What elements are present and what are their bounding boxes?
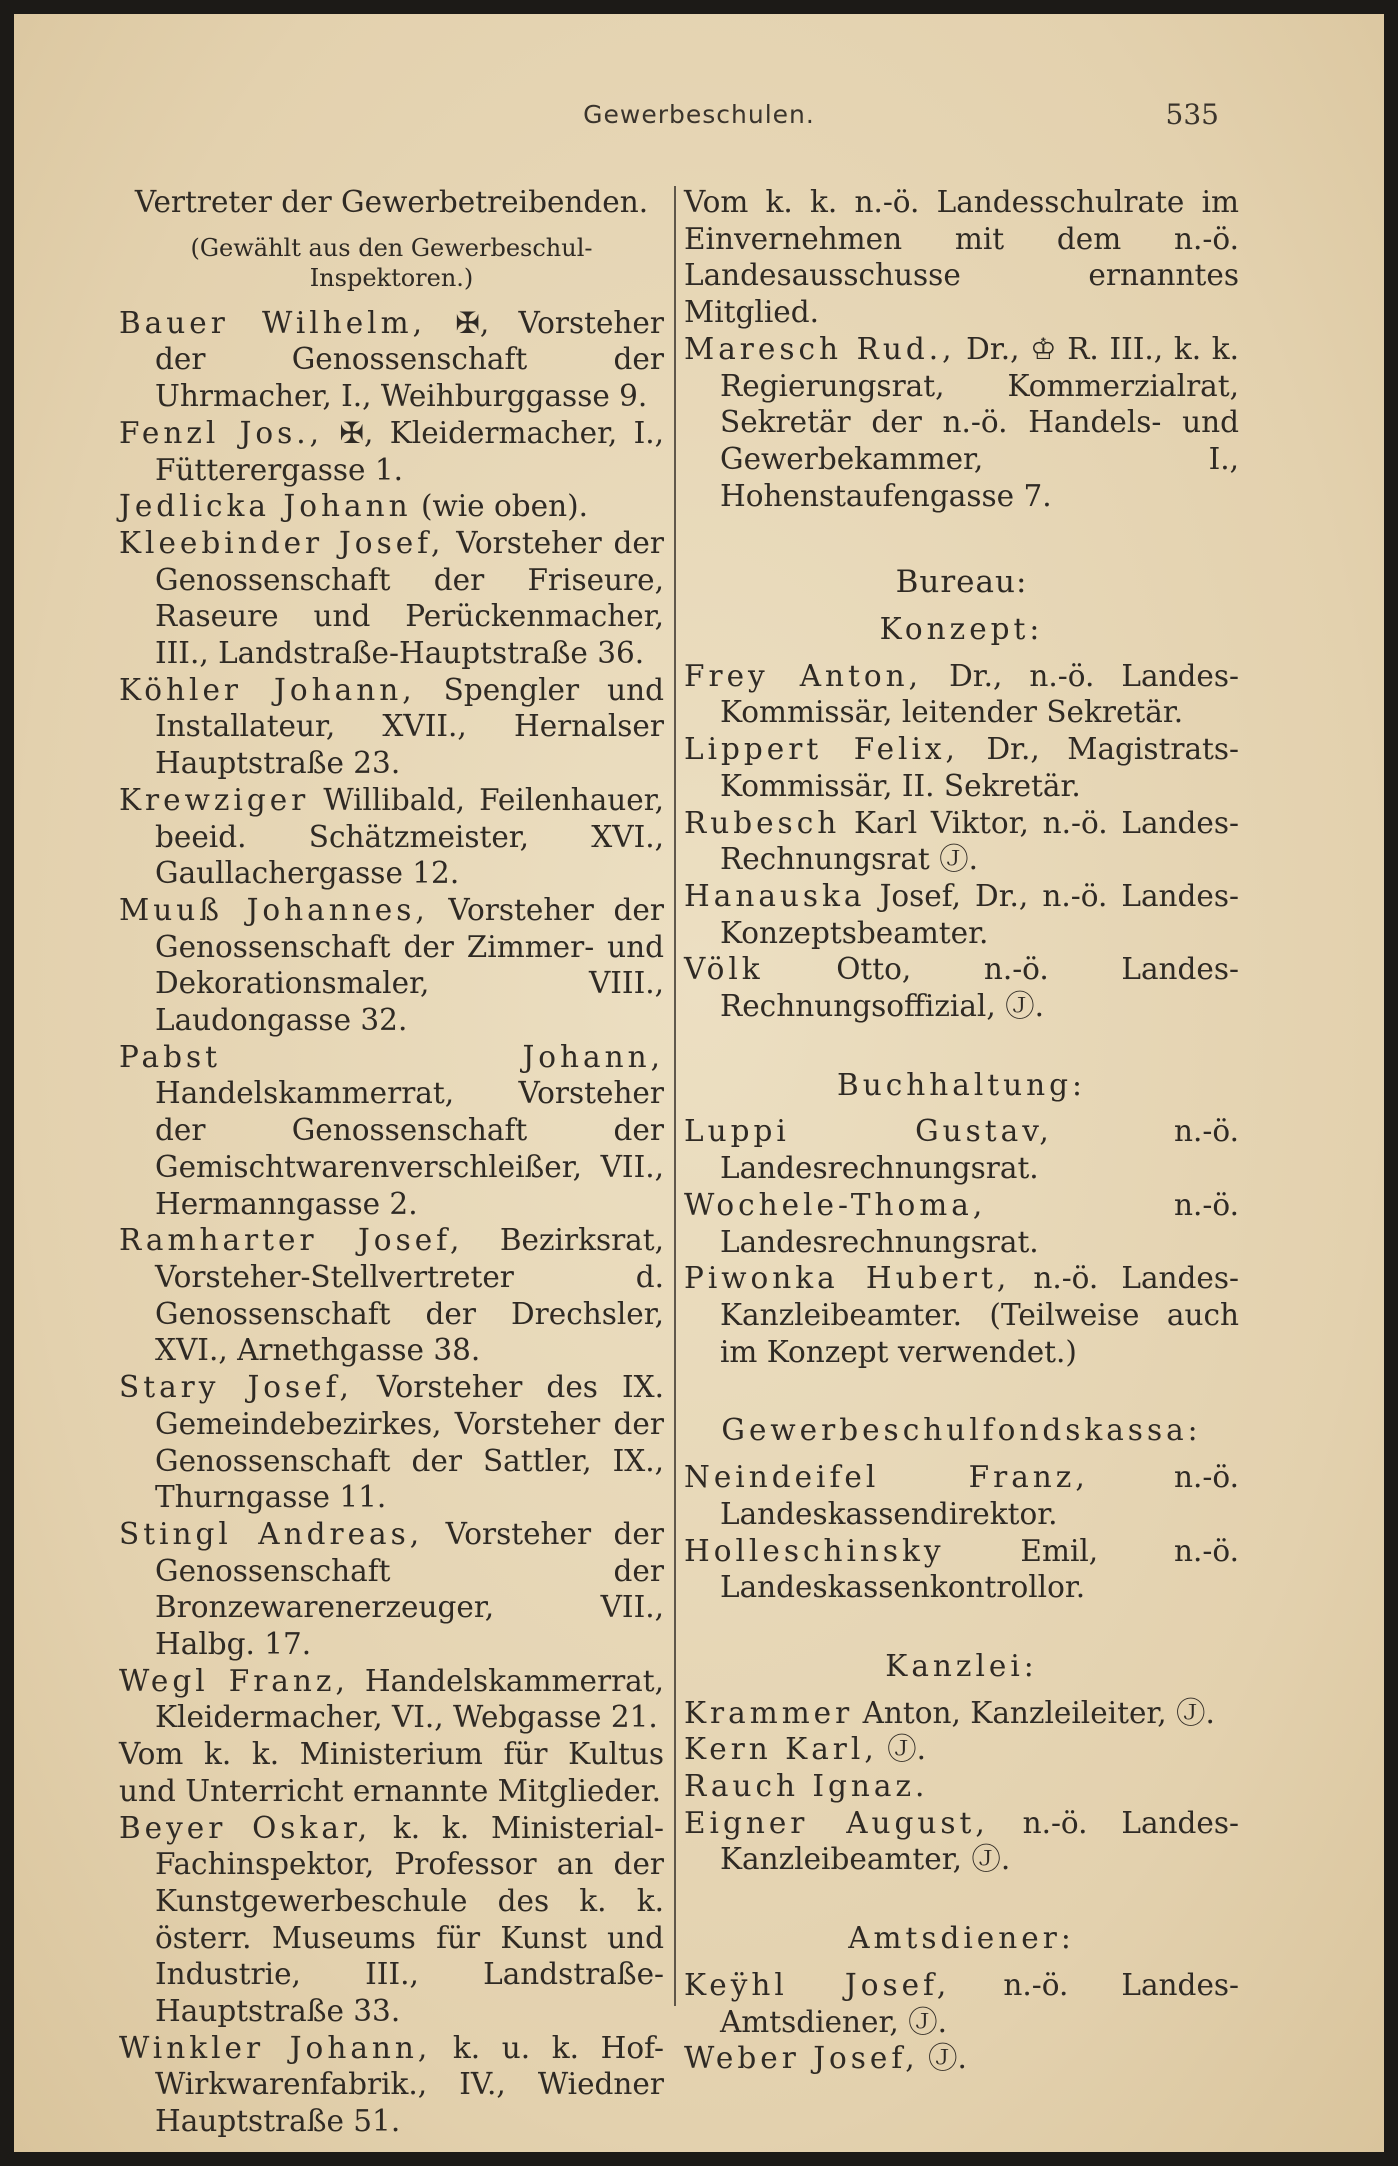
entry-details: n.-ö. Landesrechnungsrat. bbox=[720, 1114, 1240, 1186]
entry-details: Dr., ♔ R. III., k. k. Regierungsrat, Kommerzialrat, Sekretär der n.-ö. Handels- und Gewerbekammer, I., Hohenstaufengasse 7. bbox=[720, 331, 1239, 513]
entry-details: Vorsteher der Genossenschaft der Friseure, Raseure und Perückenmacher, III., Landstraße-Hauptstraße 36. bbox=[155, 525, 664, 671]
directory-entry bbox=[684, 1533, 1239, 1606]
entry-details: ✠, Vorsteher der Genossenschaft der Uhrmacher, I., Weihburggasse 9. bbox=[155, 305, 664, 414]
entry-details: Willibald, Feilenhauer, beeid. Schätzmeister, XVI., Gaullachergasse 12. bbox=[155, 782, 664, 891]
entry-list bbox=[119, 305, 664, 1736]
person-name: Hanauska bbox=[684, 878, 866, 913]
entry-details: Spengler und Installateur, XVII., Hernalser Hauptstraße 23. bbox=[155, 672, 664, 781]
entry-details: (wie oben). bbox=[411, 489, 588, 524]
entry-details: Emil, n.-ö. Landeskassenkontrollor. bbox=[720, 1533, 1239, 1605]
subsection-heading: Kanzlei: bbox=[885, 1648, 1038, 1683]
book-page bbox=[14, 14, 1384, 2152]
running-head: Gewerbeschulen. bbox=[583, 100, 815, 129]
person-name: Weber Josef, bbox=[684, 2041, 919, 2076]
directory-entry bbox=[684, 1187, 1239, 1260]
directory-entry bbox=[119, 1810, 664, 2030]
person-name: Kleebinder Josef, bbox=[119, 525, 445, 560]
person-name: Frey Anton, bbox=[684, 658, 923, 693]
entry-details: ✠, Kleidermacher, I., Fütterergasse 1. bbox=[155, 415, 664, 487]
person-name: Kern Karl, bbox=[684, 1732, 878, 1767]
directory-entry bbox=[684, 1260, 1239, 1370]
entry-details: Otto, n.-ö. Landes-Rechnungsoffizial, Ⓙ. bbox=[720, 952, 1239, 1024]
entry-details: Bezirksrat, Vorsteher-Stellvertreter d. Genossenschaft der Drechsler, XVI., Arnethgasse 38. bbox=[155, 1223, 665, 1368]
entry-details: Dr., Magistrats-Kommissär, II. Sekretär. bbox=[720, 732, 1239, 803]
directory-entry bbox=[119, 1516, 664, 1663]
person-name: Jedlicka Johann bbox=[119, 489, 412, 524]
person-name: Rubesch bbox=[684, 805, 841, 840]
entry-list bbox=[684, 658, 1239, 1025]
directory-entry bbox=[684, 1113, 1239, 1186]
entry-details: Dr., n.-ö. Landes-Kommissär, leitender Sekretär. bbox=[720, 658, 1239, 730]
person-name: Rauch Ignaz. bbox=[684, 1769, 929, 1804]
person-name: Fenzl Jos., bbox=[119, 415, 324, 450]
directory-entry bbox=[119, 488, 664, 525]
subsection-heading: Buchhaltung: bbox=[837, 1067, 1086, 1102]
entry-details: n.-ö. Landes-Kanzleibeamter, Ⓙ. bbox=[720, 1805, 1239, 1877]
directory-entry bbox=[119, 782, 664, 892]
entry-list bbox=[684, 1113, 1239, 1370]
entry-details: n.-ö. Landesrechnungsrat. bbox=[720, 1187, 1239, 1259]
entry-details: Anton, Kanzleileiter, Ⓙ. bbox=[853, 1695, 1215, 1730]
directory-entry bbox=[119, 1222, 664, 1369]
directory-entry bbox=[684, 1459, 1239, 1532]
person-name: Ramharter Josef, bbox=[119, 1223, 464, 1258]
directory-entry bbox=[684, 731, 1239, 804]
entry-details: Vorsteher der Genossenschaft der Bronzewarenerzeuger, VII., Halbg. 17. bbox=[155, 1516, 664, 1662]
person-name: Völk bbox=[684, 952, 764, 987]
person-name: Stary Josef, bbox=[119, 1370, 353, 1405]
right-column bbox=[684, 184, 1239, 2077]
entry-list bbox=[684, 1459, 1239, 1606]
entry-details: n.-ö. Landes-Amtsdiener, Ⓙ. bbox=[720, 1967, 1240, 2039]
person-name: Wegl Franz, bbox=[119, 1663, 349, 1698]
person-name: Köhler Johann, bbox=[119, 672, 416, 707]
directory-entry bbox=[684, 1805, 1239, 1878]
entry-details: Josef, Dr., n.-ö. Landes-Konzeptsbeamter. bbox=[720, 878, 1239, 950]
subsection-heading: Gewerbeschulfondskassa: bbox=[721, 1413, 1202, 1448]
entry-details: Vorsteher des IX. Gemeindebezirkes, Vorsteher der Genossenschaft der Sattler, IX., Thurngasse 11. bbox=[155, 1370, 664, 1515]
person-name: Beyer Oskar, bbox=[119, 1810, 372, 1845]
entry-details: Karl Viktor, n.-ö. Landes-Rechnungsrat Ⓙ. bbox=[720, 805, 1239, 877]
person-name: Piwonka Hubert, bbox=[684, 1261, 1011, 1296]
subsection-heading: Konzept: bbox=[879, 612, 1044, 647]
directory-entry bbox=[119, 2030, 664, 2140]
entry-list bbox=[684, 331, 1239, 515]
person-name: Maresch Rud., bbox=[684, 331, 956, 366]
person-name: Winkler Johann, bbox=[119, 2030, 432, 2065]
person-name: Eigner August, bbox=[684, 1805, 989, 1840]
directory-entry bbox=[684, 951, 1239, 1024]
directory-entry bbox=[684, 1967, 1239, 2040]
page-number: 535 bbox=[1165, 98, 1219, 131]
section-subheading: (Gewählt aus den Gewerbeschul-Inspektoren.) bbox=[190, 233, 593, 292]
left-column bbox=[119, 184, 664, 2140]
person-name: Krewziger bbox=[119, 782, 310, 817]
person-name: Holleschinsky bbox=[684, 1533, 945, 1568]
directory-entry bbox=[684, 658, 1239, 731]
directory-entry bbox=[119, 525, 664, 672]
directory-entry bbox=[119, 305, 664, 415]
directory-entry bbox=[119, 1039, 664, 1223]
person-name: Pabst Johann, bbox=[119, 1039, 664, 1074]
person-name: Stingl Andreas, bbox=[119, 1516, 424, 1551]
directory-entry bbox=[684, 331, 1239, 515]
bureau-heading: Bureau: bbox=[895, 564, 1028, 601]
entry-details: k. k. Ministerial-Fachinspektor, Professor an der Kunstgewerbeschule des k. k. österr. Museums für Kunst und Industrie, III., Landstraße-Hauptstraße 33. bbox=[155, 1810, 664, 2029]
entry-details: k. u. k. Hof-Wirkwarenfabrik., IV., Wiedner Hauptstraße 51. bbox=[155, 2030, 664, 2139]
entry-details: Handelskammerrat, Vorsteher der Genossenschaft der Gemischtwarenverschleißer, VII., Hermanngasse 2. bbox=[155, 1076, 664, 1221]
section-heading: Vertreter der Gewerbetreibenden. bbox=[134, 185, 649, 219]
entry-details: Ⓙ. bbox=[918, 2041, 967, 2076]
column-divider bbox=[674, 186, 676, 2006]
person-name: Krammer bbox=[684, 1695, 854, 1730]
entry-details: n.-ö. Landes-Kanzleibeamter. (Teilweise auch im Konzept verwendet.) bbox=[720, 1261, 1239, 1369]
directory-entry bbox=[119, 1663, 664, 1736]
section-list bbox=[684, 611, 1239, 2077]
person-name: Bauer Wilhelm, bbox=[119, 305, 426, 340]
person-name: Neindeifel Franz, bbox=[684, 1460, 1089, 1495]
directory-entry bbox=[119, 415, 664, 488]
entry-details: Vorsteher der Genossenschaft der Zimmer- und Dekorationsmaler, VIII., Laudongasse 32. bbox=[155, 892, 664, 1038]
directory-entry bbox=[684, 878, 1239, 951]
directory-entry bbox=[684, 805, 1239, 878]
person-name: Keÿhl Josef, bbox=[684, 1967, 951, 2002]
entry-details: Ⓙ. bbox=[877, 1732, 926, 1767]
person-name: Luppi Gustav, bbox=[684, 1114, 1053, 1149]
directory-entry bbox=[684, 1695, 1239, 1732]
subsection-heading: Amtsdiener: bbox=[848, 1921, 1075, 1956]
person-name: Muuß Johannes, bbox=[119, 892, 429, 927]
person-name: Wochele-Thoma, bbox=[684, 1187, 987, 1222]
directory-entry bbox=[684, 2040, 1239, 2077]
directory-entry bbox=[119, 672, 664, 782]
intro-note: Vom k. k. n.-ö. Landesschulrate im Einvernehmen mit dem n.-ö. Landesausschusse ernanntes Mitglied. bbox=[684, 185, 1239, 330]
directory-entry bbox=[684, 1768, 1239, 1805]
entry-list bbox=[119, 1810, 664, 2140]
directory-entry bbox=[119, 1369, 664, 1516]
directory-entry bbox=[119, 892, 664, 1039]
entry-list bbox=[684, 1695, 1239, 1879]
entry-list bbox=[684, 1967, 1239, 2077]
person-name: Lippert Felix, bbox=[684, 732, 959, 767]
entry-details: Handelskammerrat, Kleidermacher, VI., Webgasse 21. bbox=[155, 1663, 664, 1735]
directory-entry bbox=[684, 1731, 1239, 1768]
ministry-note: Vom k. k. Ministerium für Kultus und Unterricht ernannte Mitglieder. bbox=[119, 1737, 664, 1808]
entry-details: n.-ö. Landeskassendirektor. bbox=[720, 1460, 1239, 1531]
